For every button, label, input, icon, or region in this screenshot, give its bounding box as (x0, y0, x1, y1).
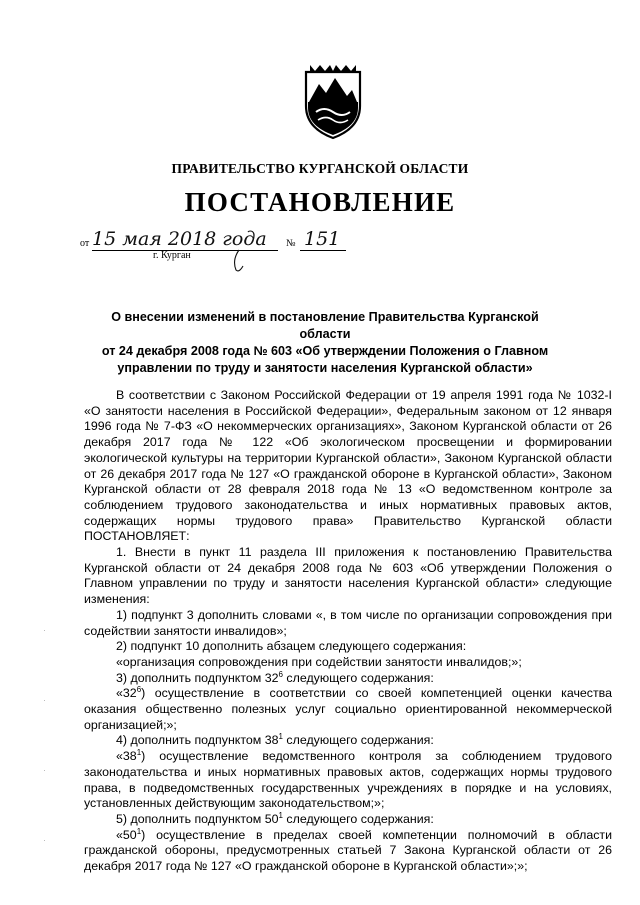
coat-of-arms-emblem (302, 62, 364, 142)
subclause-paragraph: 3) дополнить подпунктом $32^6$ следующего содержания: (116, 669, 434, 685)
subject-line: управлении по труду и занятости населения Курганской области» (117, 361, 533, 375)
scan-speck (44, 630, 45, 631)
quoted-paragraph: «$50^1$) осуществление в пределах своей компетенции полномочий в области гражданской обороны, предусмотренных статьей 7 Закона Курганской области от 26 декабря 2017 года № 127 «О гражданской обороне в Курганской области»;»; (84, 826, 612, 874)
handwritten-number: 151 (304, 228, 341, 250)
subclause-paragraph: 1) подпункт 3 дополнить словами «, в том числе по организации сопровождения при содействии занятости инвалидов»; (84, 607, 612, 638)
handwritten-date: 15 мая 2018 года (92, 228, 267, 250)
subject-line: О внесении изменений в постановление Правительства Курганской области (111, 310, 539, 341)
quoted-paragraph: «$32^6$) осуществление в соответствии со своей компетенцией оценки качества оказания общественно полезных услуг социально ориентированной некоммерческой организацией;»; (84, 685, 612, 732)
date-number-line (80, 228, 360, 264)
number-label: № (286, 238, 296, 249)
scan-speck (44, 770, 45, 771)
scan-speck (44, 840, 45, 841)
subclause-paragraph: 5) дополнить подпунктом $50^1$ следующего содержания: (116, 810, 434, 826)
city-label: г. Курган (153, 250, 191, 261)
signature-stroke (230, 248, 250, 274)
quoted-paragraph: «$38^1$) осуществление ведомственного контроля за соблюдением трудового законодательства и иных нормативных правовых актов, содержащих нормы трудового права, в подведомственных государственных учреждениях в порядке и на условиях, установленных действующим законодательством;»; (84, 748, 612, 811)
preamble-paragraph: В соответствии с Законом Российской Федерации от 19 апреля 1991 года № 1032-I «О занятости населения в Российской Федерации», Федеральным законом от 12 января 1996 года № 7-ФЗ «О некоммерческих организациях», Законом Курганской области от 26 декабря 2017 года № 122 «Об экологическом просвещении и формировании экологической культуры на территории Курганской области», Законом Курганской области от 26 декабря 2017 года № 127 «О гражданской обороне в Курганской области», Законом Курганской области от 28 февраля 2018 года № 13 «О ведомственном контроле за соблюдением трудового законодательства и иных нормативных правовых актов, содержащих нормы трудового права» Правительство Курганской области ПОСТАНОВЛЯЕТ: (84, 388, 612, 544)
document-type-title: ПОСТАНОВЛЕНИЕ (184, 187, 456, 217)
date-from-label: от (80, 238, 90, 249)
clause-paragraph: 1. Внести в пункт 11 раздела III приложения к постановлению Правительства Курганской области от 24 декабря 2008 года № 603 «Об утверждении Положения о Главном управлении по труду и занятости населения Курганской области» следующие изменения: (84, 545, 612, 607)
subclause-paragraph: 4) дополнить подпунктом $38^1$ следующего содержания: (116, 732, 434, 748)
quoted-paragraph: «организация сопровождения при содействии занятости инвалидов;»; (116, 654, 522, 669)
subject-line: от 24 декабря 2008 года № 603 «Об утверждении Положения о Главном (101, 344, 549, 358)
subclause-paragraph: 2) подпункт 10 дополнить абзацем следующего содержания: (116, 639, 467, 654)
number-underline (300, 250, 346, 251)
document-body (84, 388, 612, 875)
scan-speck (44, 700, 45, 701)
organization-title: ПРАВИТЕЛЬСТВО КУРГАНСКОЙ ОБЛАСТИ (171, 161, 469, 176)
document-subject (90, 309, 560, 377)
